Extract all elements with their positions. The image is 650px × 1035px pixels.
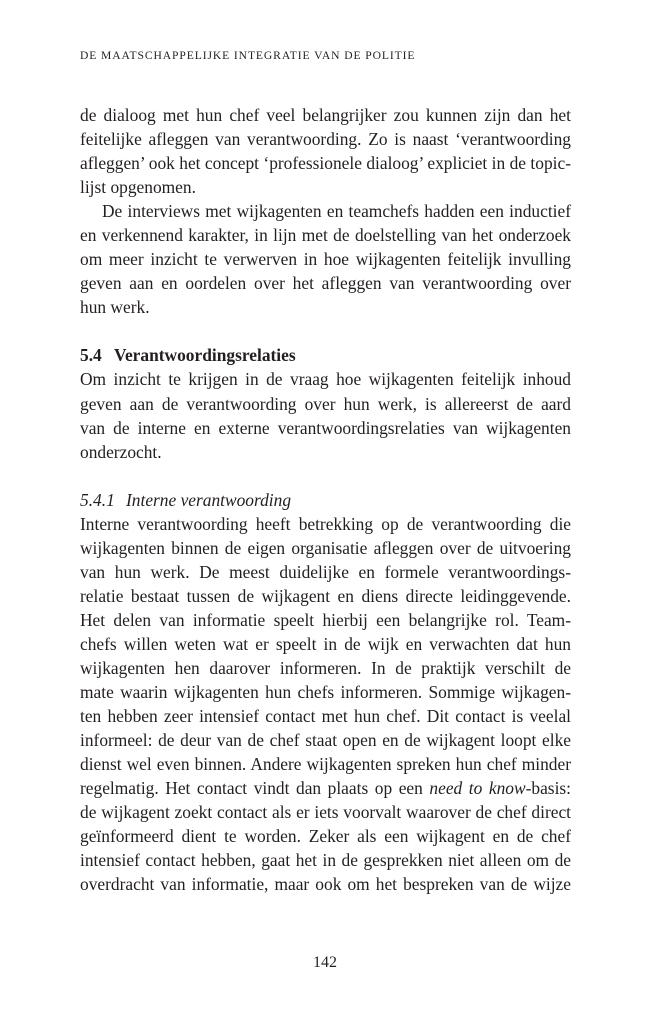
paragraph-line: informeel: de deur van de chef staat open en de wijkagent loopt elke (80, 730, 571, 751)
paragraph-line: onderzocht. (80, 441, 162, 462)
paragraph-line: relatie bestaat tussen de wijkagent en diens directe leidinggevende. (80, 585, 571, 606)
subsection-heading (80, 488, 571, 512)
paragraph-line: wijkagenten binnen de eigen organisatie afleggen over de uitvoering (80, 537, 571, 558)
paragraph-line: geven aan en oordelen over het afleggen van verantwoording over (80, 273, 571, 294)
paragraph-line: om meer inzicht te verwerven in hoe wijkagenten feitelijk invulling (80, 249, 571, 270)
paragraph-line: van hun werk. De meest duidelijke en formele verantwoordings- (80, 561, 571, 582)
subsection-title: Interne verantwoording (126, 489, 292, 510)
paragraph-line: Interne verantwoording heeft betrekking op de verantwoording die (80, 513, 571, 534)
paragraph-line: afleggen’ ook het concept ‘professionele dialoog’ expliciet in de topic- (80, 153, 571, 174)
paragraph-line: ten hebben zeer intensief contact met hun chef. Dit contact is veelal (80, 706, 571, 727)
paragraph-line: van de interne en externe verantwoordingsrelaties van wijkagenten (80, 417, 571, 438)
paragraph-line: en verkennend karakter, in lijn met de doelstelling van het onderzoek (80, 225, 571, 246)
paragraph-line: intensief contact hebben, gaat het in de gesprekken niet alleen om de (80, 850, 571, 871)
paragraph-line: dienst wel even binnen. Andere wijkagenten spreken hun chef minder (80, 754, 571, 775)
section-title: Verantwoordingsrelaties (114, 345, 296, 366)
section-heading (80, 343, 571, 367)
paragraph-line: feitelijke afleggen van verantwoording. Zo is naast ‘verantwoording (80, 129, 571, 150)
subsection-number: 5.4.1 (80, 489, 115, 510)
paragraph-line: wijkagenten hen daarover informeren. In de praktijk verschilt de (80, 657, 571, 678)
paragraph-line: mate waarin wijkagenten hun chefs informeren. Sommige wijkagen- (80, 682, 571, 703)
paragraph-line-with-emphasis (80, 776, 571, 800)
paragraph-line: geven aan de verantwoording over hun werk, is allereerst de aard (80, 393, 571, 414)
section-number: 5.4 (80, 345, 102, 366)
text-segment: -basis: (525, 778, 571, 799)
paragraph-line: hun werk. (80, 297, 150, 318)
page-body (80, 103, 571, 896)
paragraph-line: lijst opgenomen. (80, 177, 196, 198)
text-segment: regelmatig. Het contact vindt dan plaats op een (80, 778, 430, 799)
paragraph-line: chefs willen weten wat er speelt in de wijk en verwachten dat hun (80, 633, 571, 654)
paragraph-line: de dialoog met hun chef veel belangrijker zou kunnen zijn dan het (80, 105, 571, 125)
paragraph-line: overdracht van informatie, maar ook om het bespreken van de wijze (80, 874, 571, 895)
page-number: 142 (313, 954, 337, 971)
paragraph-line: de wijkagent zoekt contact als er iets voorvalt waarover de chef direct (80, 802, 571, 823)
paragraph-line: Om inzicht te krijgen in de vraag hoe wijkagenten feitelijk inhoud (80, 369, 571, 390)
paragraph-line: De interviews met wijkagenten en teamchefs hadden een inductief (102, 201, 571, 222)
running-header: DE MAATSCHAPPELIJKE INTEGRATIE VAN DE POLITIE (80, 49, 416, 62)
paragraph-line: Het delen van informatie speelt hierbij een belangrijke rol. Team- (80, 609, 571, 630)
emphasis-text: need to know (429, 778, 526, 799)
paragraph-line: geïnformeerd dient te worden. Zeker als een wijkagent en de chef (80, 826, 571, 847)
